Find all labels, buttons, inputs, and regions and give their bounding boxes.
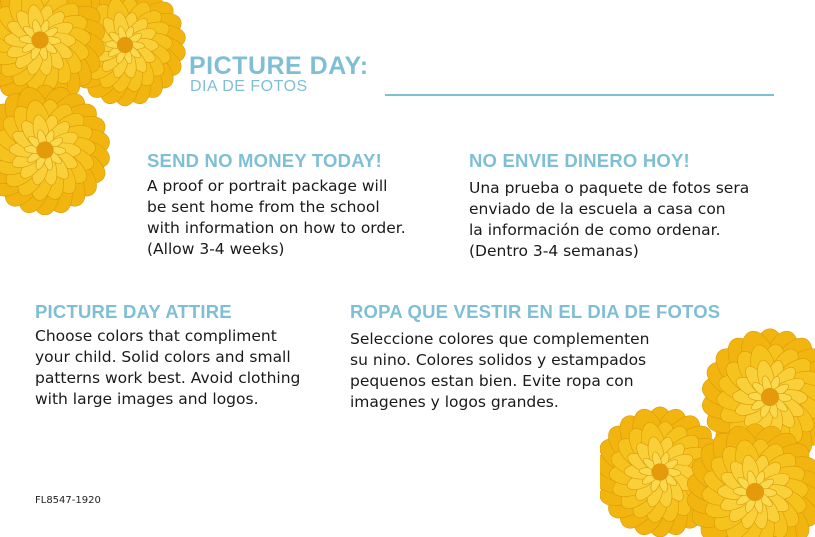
text-line: (Dentro 3-4 semanas) [469,242,639,260]
text-line: (Allow 3-4 weeks) [147,240,285,258]
text-line: enviado de la escuela a casa con [469,200,726,218]
text-line: la información de como ordenar. [469,221,721,239]
form-code: FL8547-1920 [35,495,101,506]
chrysanthemum-flower [700,327,815,467]
chrysanthemum-flower [600,405,727,537]
send-money-text-es [469,178,773,262]
text-line: Choose colors that compliment [35,327,277,345]
text-line: your child. Solid colors and small [35,348,291,366]
text-line: with information on how to order. [147,219,406,237]
title-underline [385,94,774,96]
chrysanthemum-flower [63,0,188,108]
attire-heading-en: PICTURE DAY ATTIRE [35,301,232,322]
send-money-heading-es: NO ENVIE DINERO HOY! [469,150,690,171]
attire-text-en [35,326,334,410]
chrysanthemum-flower [0,83,112,215]
text-line: be sent home from the school [147,198,380,216]
page-title: PICTURE DAY: [189,52,369,80]
text-line: su nino. Colores solidos y estampados [350,351,647,369]
chrysanthemum-flower [0,0,107,107]
attire-text-es [350,329,684,413]
send-money-heading-en: SEND NO MONEY TODAY! [147,150,382,171]
text-line: A proof or portrait package will [147,177,388,195]
attire-heading-es: ROPA QUE VESTIR EN EL DIA DE FOTOS [350,301,721,322]
send-money-text-en [147,176,440,260]
text-line: pequenos estan bien. Evite ropa con [350,372,634,390]
text-line: Seleccione colores que complementen [350,330,650,348]
page-subtitle: DIA DE FOTOS [190,78,308,95]
chrysanthemum-flower [685,422,815,537]
text-line: with large images and logos. [35,390,259,408]
text-line: imagenes y logos grandes. [350,393,559,411]
text-line: Una prueba o paquete de fotos sera [469,179,750,197]
text-line: patterns work best. Avoid clothing [35,369,301,387]
